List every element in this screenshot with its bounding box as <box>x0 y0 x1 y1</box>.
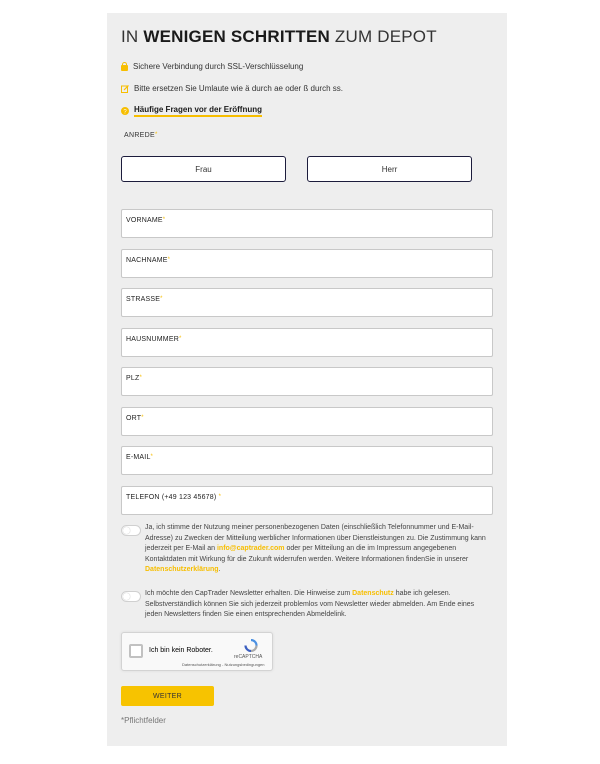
email-label <box>126 454 153 461</box>
newsletter-text <box>145 589 493 621</box>
weiter-button[interactable] <box>121 686 214 706</box>
faq-row <box>121 105 262 117</box>
required-mark: * <box>218 494 222 500</box>
plz-label-text: PLZ <box>126 375 140 382</box>
consent-text <box>145 523 493 576</box>
hausnummer-label-text: HAUSNUMMER <box>126 336 179 343</box>
newsletter-text-part: Ich möchte den CapTrader Newsletter erhalten. Die Hinweise zum <box>145 590 351 597</box>
consent-text-part: oder per Mitteilung an die im Impressum angegebenen Kontaktdaten mit Wirkung für die Zukunft widerrufen werden. Weitere Informationen findenSie in unserer <box>145 545 469 563</box>
hausnummer-field[interactable] <box>121 328 493 357</box>
datenschutz-link[interactable]: Datenschutz <box>352 590 394 597</box>
question-icon <box>121 107 129 115</box>
nachname-label-text: NACHNAME <box>126 257 168 264</box>
vorname-label-text: VORNAME <box>126 217 163 224</box>
title-prefix: IN <box>121 27 139 46</box>
anrede-frau-label: Frau <box>195 164 212 174</box>
consent-toggle[interactable] <box>121 525 141 536</box>
nachname-field[interactable] <box>121 249 493 278</box>
email-label-text: E-MAIL <box>126 454 151 461</box>
consent-text-part: Ja, ich stimme der Nutzung meiner personenbezogenen Daten (einschließlich Telefonnummer und E-Mail-Adresse) zu Zwecken der Mitteilung werblicher Informationen über Dienstleistungen zu. Die Zustimmung kann jederzeit per E-Mail an <box>145 524 486 552</box>
lock-icon <box>121 65 128 71</box>
required-mark: * <box>178 336 182 342</box>
consent-text-part: . <box>218 566 221 573</box>
anrede-label-text: ANREDE <box>124 132 155 139</box>
strasse-field[interactable] <box>121 288 493 317</box>
anrede-label <box>124 132 158 139</box>
ort-field[interactable] <box>121 407 493 436</box>
anrede-frau-button[interactable] <box>121 156 286 182</box>
edit-icon <box>121 85 129 93</box>
ssl-info <box>121 62 303 71</box>
faq-link[interactable]: Häufige Fragen vor der Eröffnung <box>134 105 262 117</box>
weiter-button-label: WEITER <box>152 692 183 700</box>
consent-email-link[interactable]: info@captrader.com <box>216 545 285 552</box>
title-suffix: ZUM DEPOT <box>334 27 437 46</box>
umlaut-info <box>121 84 343 93</box>
vorname-field[interactable] <box>121 209 493 238</box>
required-mark: * <box>141 415 144 421</box>
required-mark: * <box>139 375 142 381</box>
nachname-label <box>126 257 170 264</box>
telefon-label-text: TELEFON (+49 123 45678) <box>126 494 217 501</box>
ort-label-text: ORT <box>126 415 142 422</box>
required-mark: * <box>167 257 171 263</box>
ort-label <box>126 415 144 422</box>
strasse-label-text: STRASSE <box>126 296 161 303</box>
anrede-herr-label: Herr <box>381 164 398 174</box>
recaptcha-checkbox[interactable] <box>129 644 143 658</box>
anrede-herr-button[interactable] <box>307 156 472 182</box>
telefon-label <box>126 494 221 501</box>
title-bold: WENIGEN SCHRITTEN <box>143 27 330 46</box>
signup-panel <box>107 13 507 746</box>
telefon-field[interactable] <box>121 486 493 515</box>
page-title <box>121 27 437 47</box>
required-mark: * <box>150 454 154 460</box>
recaptcha-label: Ich bin kein Roboter. <box>149 647 213 654</box>
email-field[interactable] <box>121 446 493 475</box>
hausnummer-label <box>126 336 182 343</box>
recaptcha-logo-icon <box>243 639 259 652</box>
required-fields-note: *Pflichtfelder <box>121 716 166 725</box>
required-mark: * <box>162 217 166 223</box>
newsletter-toggle[interactable] <box>121 591 141 602</box>
required-mark: * <box>154 132 158 138</box>
plz-field[interactable] <box>121 367 493 396</box>
strasse-label <box>126 296 163 303</box>
newsletter-text-part: habe ich gelesen. Selbstverständlich können Sie sich jederzeit problemlos vom Newsletter wieder abmelden. Am Ende eines jeden Newsletters finden Sie einen entsprechenden Abmeldelink. <box>145 590 475 618</box>
recaptcha-widget <box>121 632 273 671</box>
vorname-label <box>126 217 165 224</box>
privacy-policy-link[interactable]: Datenschutzerklärung <box>145 566 219 573</box>
ssl-info-text: Sichere Verbindung durch SSL-Verschlüsselung <box>133 62 304 71</box>
required-mark: * <box>160 296 163 302</box>
svg-text:?: ? <box>123 109 127 115</box>
recaptcha-terms-link[interactable]: Datenschutzerklärung - Nutzungsbedingungen <box>182 662 265 667</box>
umlaut-info-text: Bitte ersetzen Sie Umlaute wie ä durch ae oder ß durch ss. <box>134 84 343 93</box>
recaptcha-brand: reCAPTCHA <box>234 654 263 660</box>
plz-label <box>126 375 142 382</box>
